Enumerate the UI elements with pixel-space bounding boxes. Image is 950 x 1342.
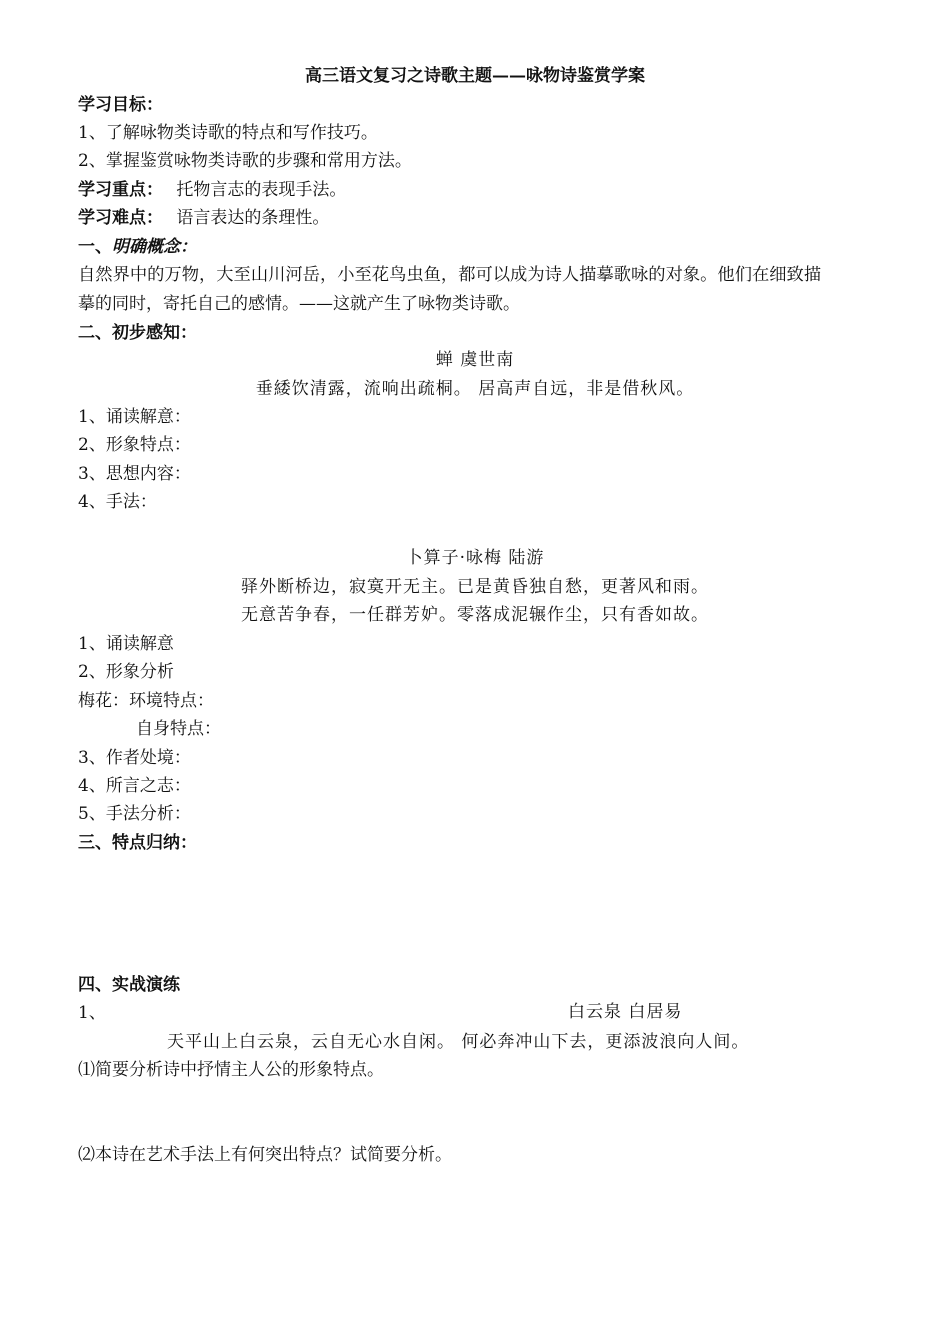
goal-item-1: 1、了解咏物类诗歌的特点和写作技巧。 [78, 123, 378, 143]
section1-num: 一、 [78, 237, 112, 257]
poem2-q3: 3、作者处境： [78, 748, 191, 768]
poem2-q4: 4、所言之志： [78, 776, 191, 796]
poem2-q2a: 梅花：环境特点： [78, 691, 214, 711]
section2-heading: 二、初步感知： [78, 323, 197, 343]
poem2-q5: 5、手法分析： [78, 804, 191, 824]
poem1-title: 蝉 虞世南 [435, 350, 515, 370]
section4-poem-line: 天平山上白云泉，云自无心水自闲。 何必奔冲山下去，更添波浪向人间。 [167, 1032, 750, 1052]
poem2-line2: 无意苦争春，一任群芳妒。零落成泥辗作尘，只有香如故。 [241, 605, 709, 625]
section4-question-1: ⑴简要分析诗中抒情主人公的形象特点。 [78, 1060, 384, 1080]
section1-heading [78, 237, 197, 257]
section4-poem-title: 白云泉 白居易 [568, 1002, 683, 1022]
poem2-q2: 2、形象分析 [78, 662, 174, 682]
poem1-question-3: 3、思想内容： [78, 464, 191, 484]
poem1-question-1: 1、诵读解意： [78, 407, 191, 427]
key-point-label: 学习重点： [78, 180, 163, 200]
goal-item-2: 2、掌握鉴赏咏物类诗歌的步骤和常用方法。 [78, 151, 412, 171]
section4-heading: 四、实战演练 [78, 975, 180, 995]
section1-para-line2: 摹的同时，寄托自己的感情。——这就产生了咏物类诗歌。 [78, 294, 520, 314]
section1-title: 明确概念： [112, 237, 197, 257]
goals-heading: 学习目标： [78, 95, 163, 115]
difficulty-label: 学习难点： [78, 208, 163, 228]
key-point-text: 托物言志的表现手法。 [176, 180, 347, 200]
poem1-line: 垂緌饮清露，流响出疏桐。 居高声自远，非是借秋风。 [255, 379, 695, 399]
difficulty-line [78, 208, 329, 228]
poem1-question-2: 2、形象特点： [78, 435, 191, 455]
page-title: 高三语文复习之诗歌主题——咏物诗鉴赏学案 [305, 66, 645, 86]
section4-item-num: 1、 [78, 1003, 106, 1023]
poem1-question-4: 4、手法： [78, 492, 157, 512]
difficulty-text: 语言表达的条理性。 [176, 208, 330, 228]
poem2-title: 卜算子·咏梅 陆游 [405, 548, 545, 568]
key-point-line [78, 180, 346, 200]
section1-para-line1: 自然界中的万物，大至山川河岳，小至花鸟虫鱼，都可以成为诗人描摹歌咏的对象。他们在细致描 [78, 265, 822, 285]
poem2-q2b: 自身特点： [136, 719, 221, 739]
section3-heading: 三、特点归纳： [78, 833, 197, 853]
section4-question-2: ⑵本诗在艺术手法上有何突出特点？试简要分析。 [78, 1145, 452, 1165]
poem2-line1: 驿外断桥边，寂寞开无主。已是黄昏独自愁，更著风和雨。 [241, 577, 709, 597]
poem2-q1: 1、诵读解意 [78, 634, 174, 654]
